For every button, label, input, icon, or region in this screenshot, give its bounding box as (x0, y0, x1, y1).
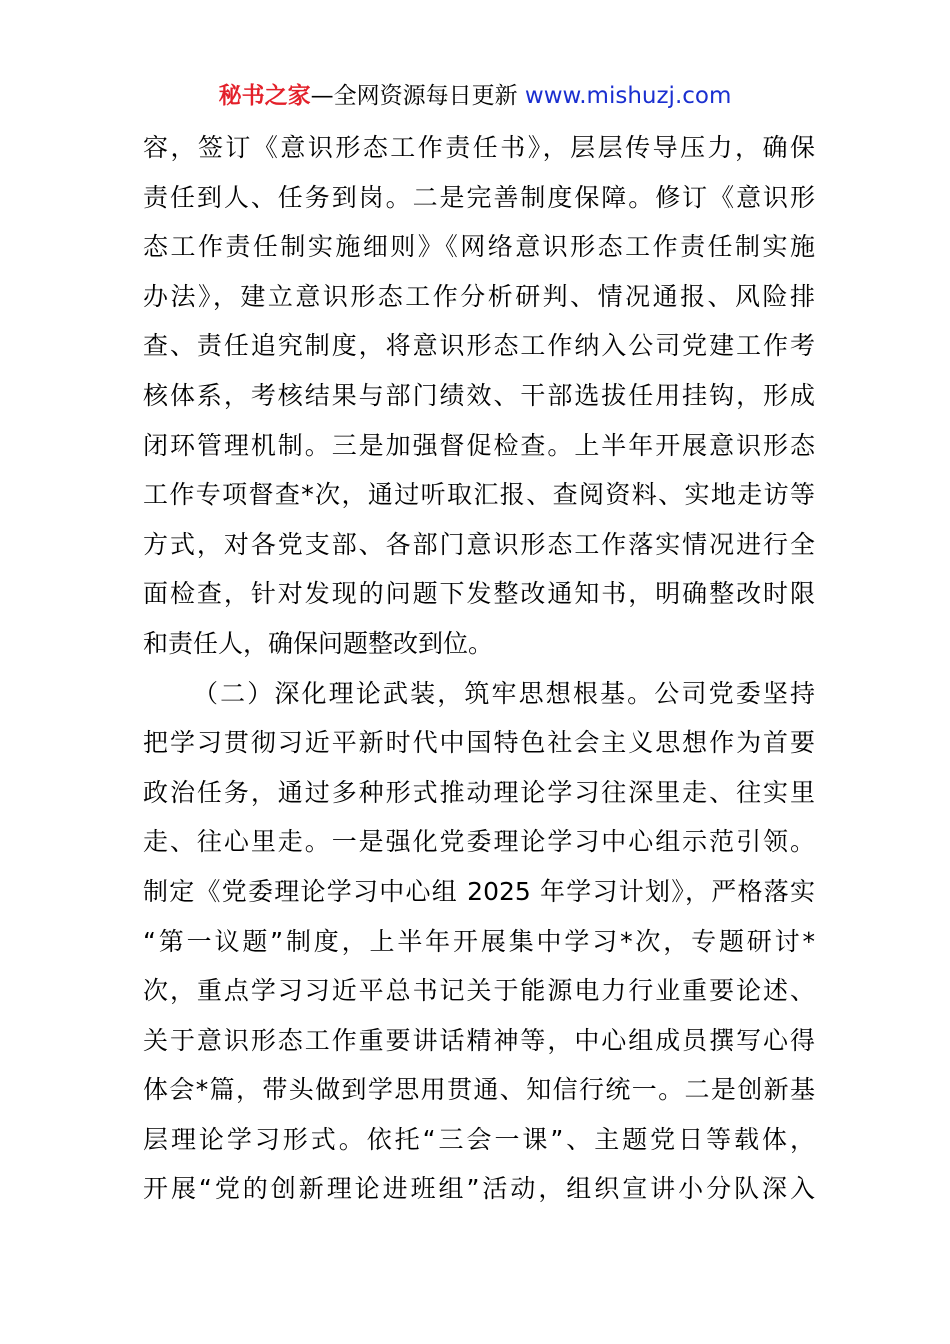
text-line: 政治任务，通过多种形式推动理论学习往深里走、往实里 (143, 777, 815, 807)
text-line: “第一议题”制度，上半年开展集中学习*次，专题研讨* (143, 926, 815, 956)
text-line: 容，签订《意识形态工作责任书》，层层传导压力，确保 (143, 133, 815, 162)
text-line: 面检查，针对发现的问题下发整改通知书，明确整改时限 (143, 579, 815, 609)
text-line: 态工作责任制实施细则》《网络意识形态工作责任制实施 (143, 232, 815, 262)
text-line: 查、责任追究制度，将意识形态工作纳入公司党建工作考 (143, 331, 815, 361)
text-line: 关于意识形态工作重要讲话精神等，中心组成员撰写心得 (143, 1025, 815, 1055)
text-line: 把学习贯彻习近平新时代中国特色社会主义思想作为首要 (143, 728, 815, 758)
text-line: 工作专项督查*次，通过听取汇报、查阅资料、实地走访等 (143, 480, 815, 510)
text-line: 次，重点学习习近平总书记关于能源电力行业重要论述、 (143, 976, 815, 1006)
site-header (0, 80, 950, 112)
document-body (143, 123, 815, 1214)
text-line: 开展“党的创新理论进班组”活动，组织宣讲小分队深入 (143, 1174, 815, 1204)
text-line: 闭环管理机制。三是加强督促检查。上半年开展意识形态 (143, 430, 815, 460)
text-line: 方式，对各党支部、各部门意识形态工作落实情况进行全 (143, 529, 815, 559)
text-line: 核体系，考核结果与部门绩效、干部选拔任用挂钩，形成 (143, 380, 815, 410)
site-url-link[interactable]: www.mishuzj.com (524, 83, 732, 109)
section-heading-line: （二）深化理论武装，筑牢思想根基。公司党委坚持 (193, 678, 815, 708)
paragraph-end-line: 和责任人，确保问题整改到位。 (143, 628, 494, 658)
text-line: 体会*篇，带头做到学思用贯通、知信行统一。二是创新基 (143, 1075, 815, 1105)
text-line: 制定《党委理论学习中心组 2025 年学习计划》，严格落实 (143, 876, 815, 906)
text-line: 责任到人、任务到岗。二是完善制度保障。修订《意识形 (143, 182, 815, 212)
text-line: 层理论学习形式。依托“三会一课”、主题党日等载体， (143, 1124, 815, 1154)
text-line: 办法》，建立意识形态工作分析研判、情况通报、风险排 (143, 281, 815, 311)
site-brand: 秘书之家 (218, 83, 311, 109)
site-tagline: —全网资源每日更新 (310, 83, 525, 109)
text-line: 走、往心里走。一是强化党委理论学习中心组示范引领。 (143, 827, 815, 857)
